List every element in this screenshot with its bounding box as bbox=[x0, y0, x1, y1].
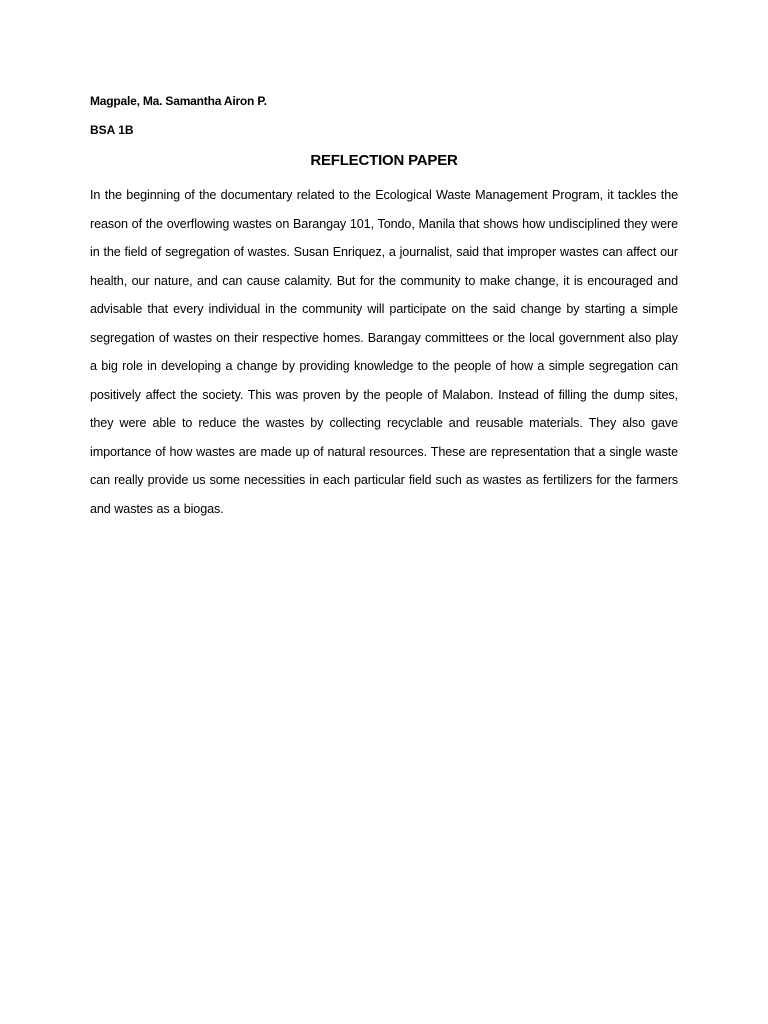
class-section: BSA 1B bbox=[90, 123, 134, 137]
author-name: Magpale, Ma. Samantha Airon P. bbox=[90, 94, 267, 108]
body-paragraph: In the beginning of the documentary related to the Ecological Waste Management Program, it tackles the reason of the overflowing wastes on Barangay 101, Tondo, Manila that shows how undisciplined they were in the field of segregation of wastes. Susan Enriquez, a journalist, said that improper wastes can affect our health, our nature, and can cause calamity. But for the community to make change, it is encouraged and advisable that every individual in the community will participate on the said change by starting a simple segregation of wastes on their respective homes. Barangay committees or the local government also play a big role in developing a change by providing knowledge to the people of how a simple segregation can positively affect the society. This was proven by the people of Malabon. Instead of filling the dump sites, they were able to reduce the wastes by collecting recyclable and reusable materials. They also gave importance of how wastes are made up of natural resources. These are representation that a single waste can really provide us some necessities in each particular field such as wastes as fertilizers for the farmers and wastes as a biogas. bbox=[90, 188, 678, 516]
document-title: REFLECTION PAPER bbox=[310, 152, 458, 169]
